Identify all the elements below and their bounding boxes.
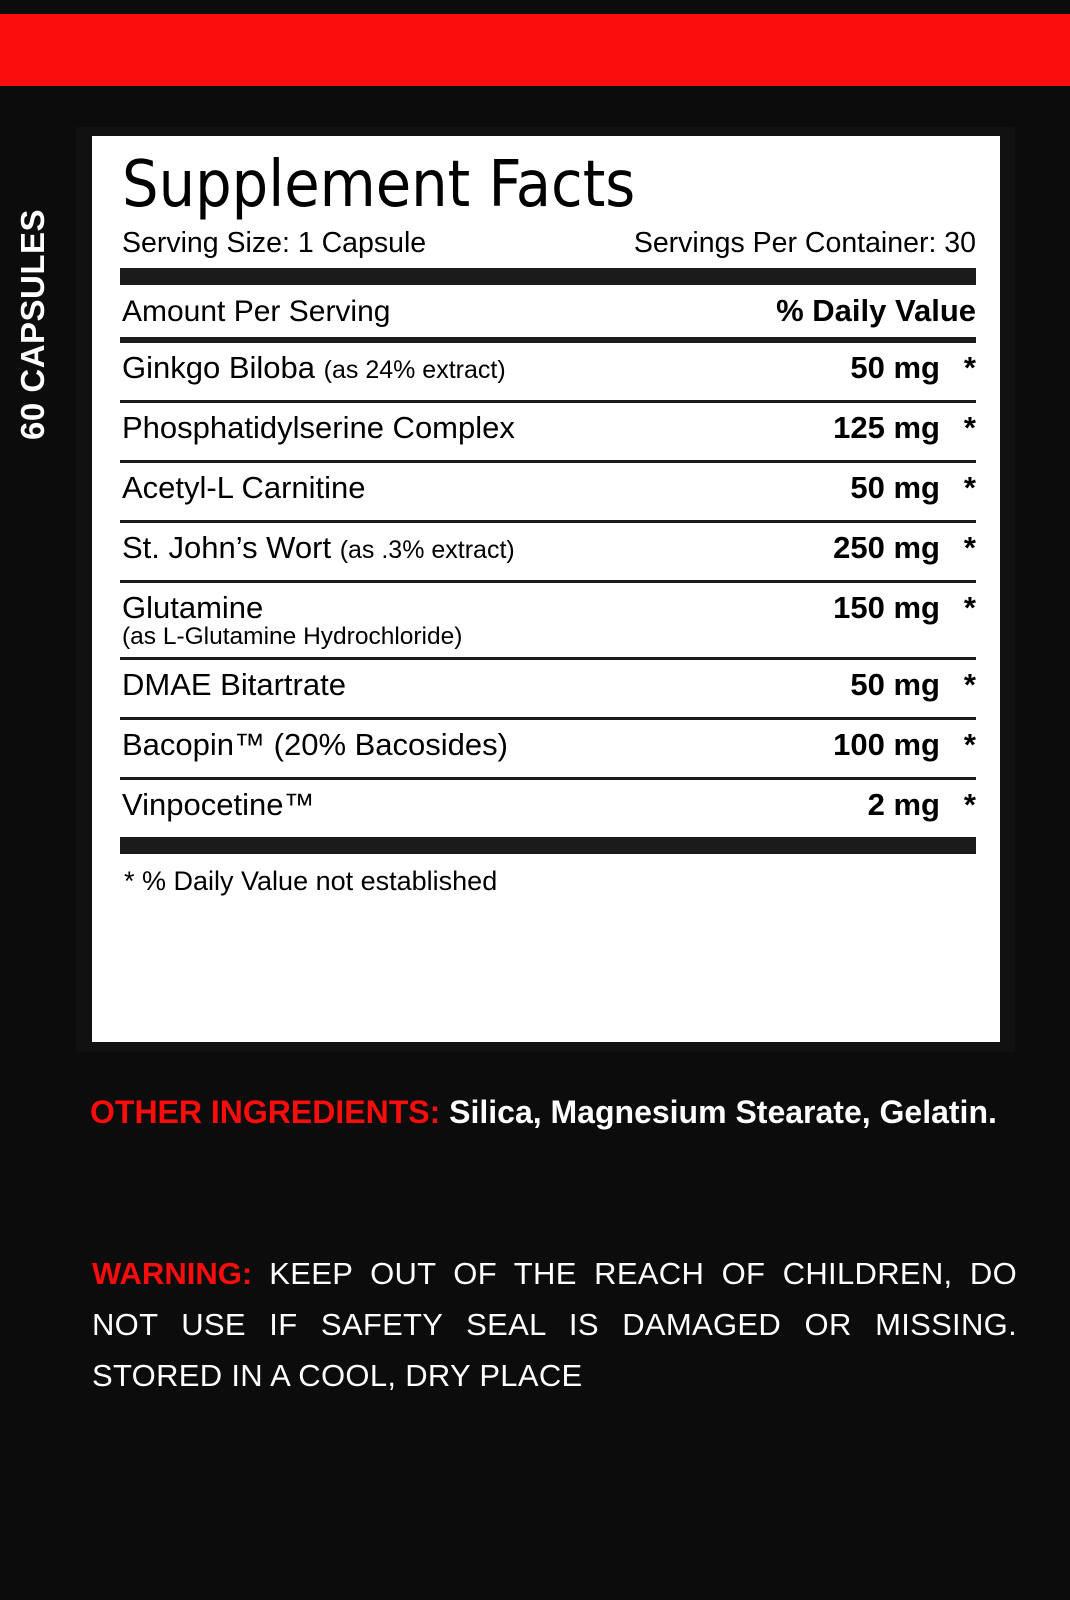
ingredient-name-text: Bacopin™ (20% Bacosides) <box>122 727 508 763</box>
capsule-count-vertical-text: 60 CAPSULES <box>14 208 51 440</box>
table-row <box>118 523 978 580</box>
servings-per-container-label: Servings Per Container: 30 <box>633 227 976 260</box>
daily-value-footnote: * % Daily Value not established <box>124 866 498 897</box>
divider-thick-top <box>120 268 976 285</box>
warning-block <box>92 1248 1017 1401</box>
ingredient-name-text: Glutamine <box>122 590 264 626</box>
ingredient-name <box>122 591 800 651</box>
supplement-facts-title: Supplement Facts <box>122 148 636 222</box>
warning-heading: WARNING: <box>92 1256 253 1291</box>
ingredient-name-text: Vinpocetine™ <box>122 787 315 823</box>
other-ingredients-text: Silica, Magnesium Stearate, Gelatin. <box>449 1094 997 1130</box>
ingredient-amount: 50 mg <box>850 470 940 506</box>
ingredient-name-text: DMAE Bitartrate <box>122 667 346 703</box>
serving-info-row <box>118 221 978 268</box>
ingredient-name <box>122 788 800 822</box>
daily-value-label: % Daily Value <box>776 293 976 329</box>
ingredient-name-text: Ginkgo Biloba <box>122 350 316 386</box>
ingredient-name-text: Phosphatidylserine Complex <box>122 410 515 446</box>
supplement-facts-panel <box>92 136 1000 1042</box>
ingredient-name <box>122 531 800 565</box>
table-row <box>118 403 978 460</box>
ingredient-amount: 2 mg <box>867 787 940 823</box>
ingredient-name <box>122 668 800 702</box>
other-ingredients-block <box>90 1092 1020 1134</box>
ingredient-amount: 150 mg <box>833 590 940 626</box>
ingredient-amount: 125 mg <box>833 410 940 446</box>
ingredient-amount: 100 mg <box>833 727 940 763</box>
warning-text: KEEP OUT OF THE REACH OF CHILDREN, DO NOT USE IF SAFETY SEAL IS DAMAGED OR MISSING. STORED IN A COOL, DRY PLACE <box>92 1256 1017 1394</box>
table-row <box>118 660 978 717</box>
ingredient-amount: 250 mg <box>833 530 940 566</box>
ingredient-daily-value: * <box>963 787 976 823</box>
ingredient-daily-value: * <box>963 470 976 506</box>
ingredient-amount: 50 mg <box>850 350 940 386</box>
ingredient-daily-value: * <box>963 727 976 763</box>
ingredient-name-text: St. John’s Wort <box>122 530 332 566</box>
ingredient-name <box>122 351 800 385</box>
amount-header-row <box>118 285 978 337</box>
ingredient-name <box>122 471 800 505</box>
ingredient-qualifier: (as .3% extract) <box>339 536 515 565</box>
ingredient-daily-value: * <box>963 410 976 446</box>
ingredient-qualifier: (as 24% extract) <box>323 356 506 385</box>
amount-per-serving-label: Amount Per Serving <box>122 295 391 329</box>
ingredient-daily-value: * <box>963 530 976 566</box>
ingredient-name <box>122 728 800 762</box>
divider-thick-bottom <box>120 837 976 854</box>
table-row <box>118 343 978 400</box>
ingredient-name-text: Acetyl-L Carnitine <box>122 470 366 506</box>
ingredient-daily-value: * <box>963 350 976 386</box>
ingredient-subtext: (as L-Glutamine Hydrochloride) <box>122 623 463 651</box>
table-row <box>118 583 978 657</box>
ingredient-daily-value: * <box>963 590 976 626</box>
table-row <box>118 463 978 520</box>
other-ingredients-heading: OTHER INGREDIENTS: <box>90 1094 441 1130</box>
table-row <box>118 720 978 777</box>
serving-size-label: Serving Size: 1 Capsule <box>122 227 427 260</box>
ingredient-daily-value: * <box>963 667 976 703</box>
red-banner-left <box>0 14 810 86</box>
red-banner-right <box>810 14 1070 86</box>
table-row <box>118 780 978 837</box>
ingredient-name <box>122 411 800 445</box>
ingredient-amount: 50 mg <box>850 667 940 703</box>
